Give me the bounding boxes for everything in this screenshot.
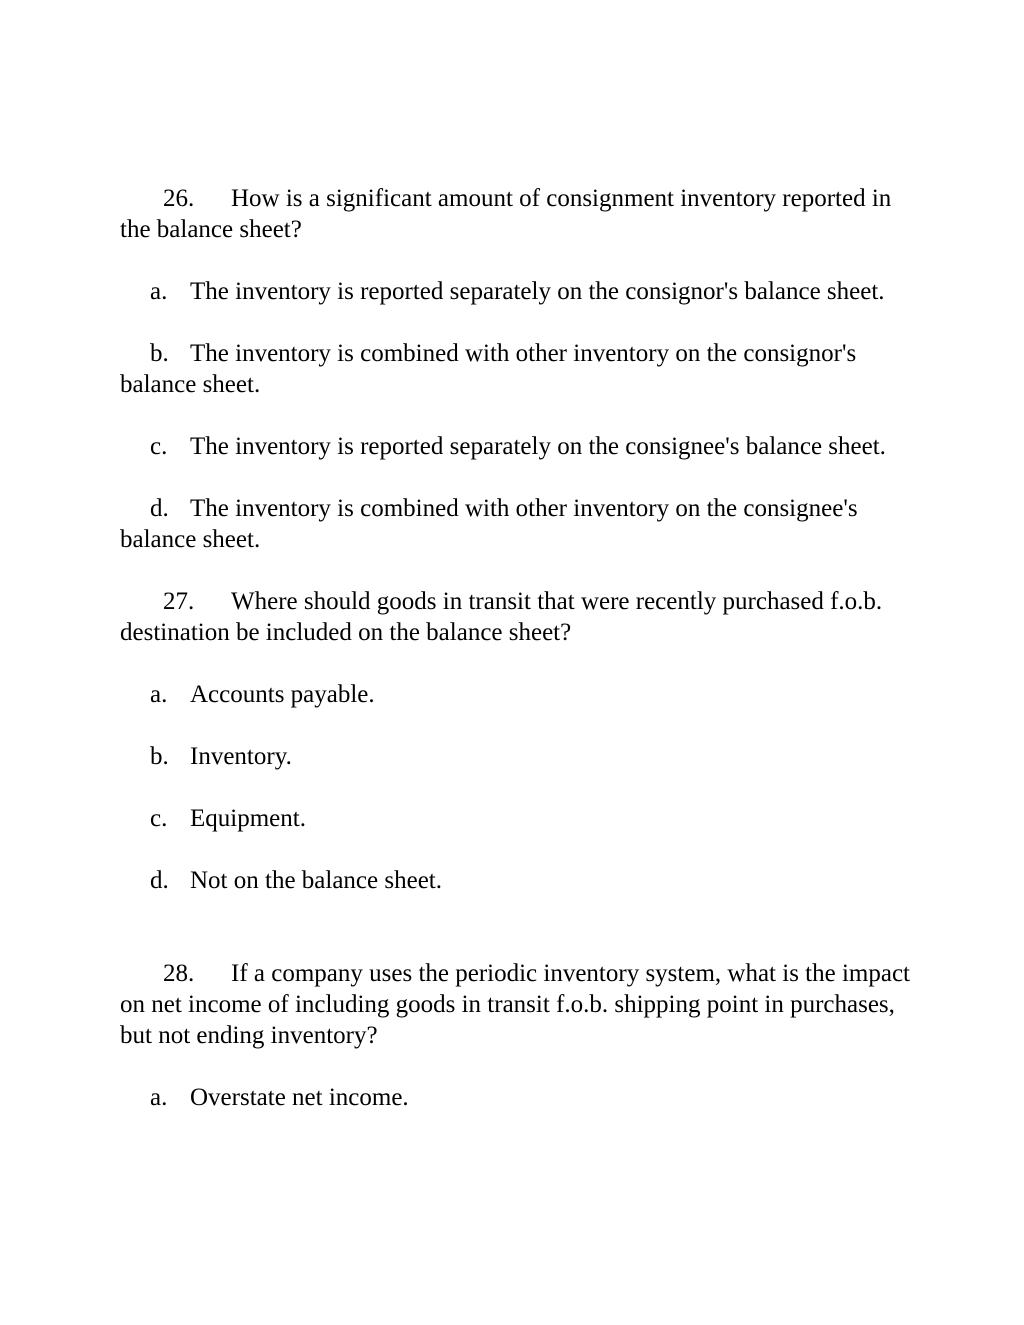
option-text: Equipment.	[190, 805, 306, 832]
option-letter: a.	[150, 1084, 168, 1111]
option-27b	[120, 741, 910, 772]
option-letter: d.	[150, 495, 169, 522]
option-text: The inventory is reported separately on the consignor's balance sheet.	[190, 278, 885, 305]
option-text: Not on the balance sheet.	[190, 867, 442, 894]
question-text: If a company uses the periodic inventory system, what is the impact on net income of including goods in transit f.o.b. shipping point in purchases, but not ending inventory?	[120, 960, 910, 1049]
option-26d	[120, 493, 910, 555]
option-27d	[120, 865, 910, 896]
question-26	[120, 183, 910, 245]
option-letter: c.	[150, 433, 168, 460]
option-letter: b.	[150, 340, 169, 367]
question-number: 27.	[163, 588, 195, 615]
question-number: 28.	[163, 960, 195, 987]
question-text: How is a significant amount of consignment inventory reported in the balance sheet?	[120, 185, 892, 243]
option-text: Accounts payable.	[190, 681, 375, 708]
option-letter: c.	[150, 805, 168, 832]
option-text: The inventory is combined with other inventory on the consignee's balance sheet.	[120, 495, 858, 553]
document-page	[120, 183, 910, 1144]
option-28a	[120, 1082, 910, 1113]
question-28	[120, 958, 910, 1051]
option-27c	[120, 803, 910, 834]
option-text: Inventory.	[190, 743, 292, 770]
option-26c	[120, 431, 910, 462]
question-27	[120, 586, 910, 648]
option-26b	[120, 338, 910, 400]
option-letter: d.	[150, 867, 169, 894]
question-number: 26.	[163, 185, 195, 212]
option-letter: b.	[150, 743, 169, 770]
option-letter: a.	[150, 278, 168, 305]
option-27a	[120, 679, 910, 710]
question-text: Where should goods in transit that were recently purchased f.o.b. destination be included on the balance sheet?	[120, 588, 883, 646]
option-text: The inventory is combined with other inventory on the consignor's balance sheet.	[120, 340, 857, 398]
option-26a	[120, 276, 910, 307]
option-letter: a.	[150, 681, 168, 708]
option-text: The inventory is reported separately on the consignee's balance sheet.	[190, 433, 886, 460]
option-text: Overstate net income.	[190, 1084, 409, 1111]
